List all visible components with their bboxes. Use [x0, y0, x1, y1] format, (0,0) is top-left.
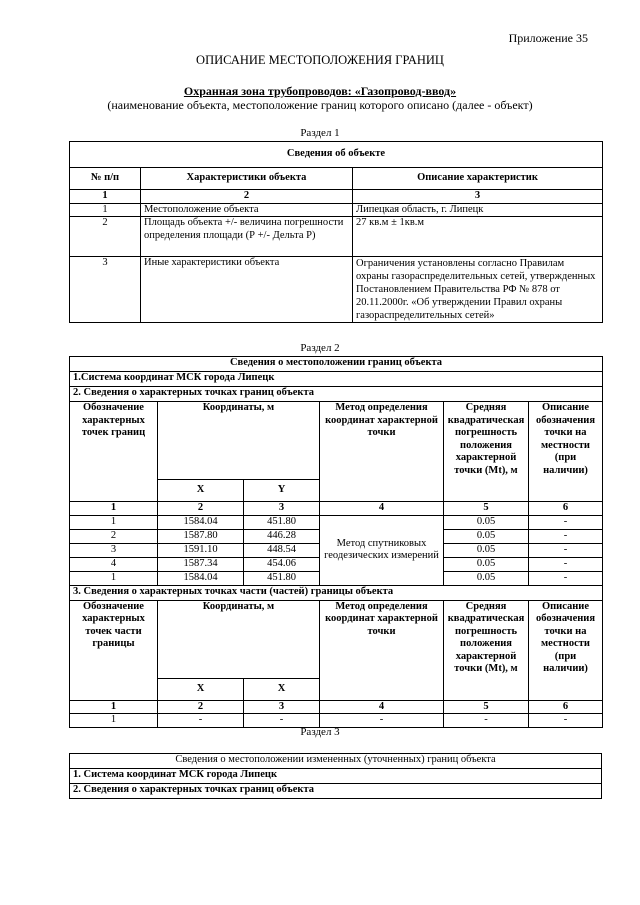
points-caption: 2. Сведения о характерных точках границ объекта: [70, 387, 603, 402]
table-row: [70, 714, 603, 728]
point-x: -: [158, 714, 244, 728]
point-description: -: [529, 543, 603, 557]
section3-label: Раздел 3: [300, 726, 340, 738]
point-x: 1587.34: [158, 557, 244, 571]
row-description: Липецкая область, г. Липецк: [353, 203, 603, 217]
header-coordinates: Координаты, м: [158, 402, 320, 480]
header-point: Обозначение характерных точек границ: [70, 402, 158, 502]
section1-caption: Сведения об объекте: [70, 142, 603, 168]
section1-label: Раздел 1: [300, 127, 340, 139]
object-note: (наименование объекта, местоположение границ которого описано (далее - объект): [107, 98, 533, 112]
point-y: -: [244, 714, 320, 728]
column-number: 1: [70, 502, 158, 516]
point-error: 0.05: [444, 515, 529, 529]
header-point-description: Описание обозначения точки на местности (при наличии): [529, 402, 603, 502]
points-caption: 2. Сведения о характерных точках границ объекта: [70, 784, 602, 799]
header-method: Метод определения координат характерной точки: [320, 402, 444, 502]
header-point-part: Обозначение характерных точек части границы: [70, 600, 158, 700]
column-number: 2: [141, 190, 353, 204]
header-x: X: [158, 480, 244, 502]
column-number: 6: [529, 700, 603, 714]
column-number: 1: [70, 700, 158, 714]
measurement-method: Метод спутниковых геодезических измерений: [320, 515, 444, 585]
header-error: Средняя квадратическая погрешность положения характерной точки (Mt), м: [444, 402, 529, 502]
header-description: Описание характеристик: [353, 168, 603, 190]
point-error: 0.05: [444, 543, 529, 557]
row-description: Ограничения установлены согласно Правилам охраны газораспределительных сетей, утвержденных Постановлением Правительства РФ № 878 от 20.11.2000г. «Об утверждении Правил охраны газораспределительных сетей»: [353, 257, 603, 323]
column-number: 1: [70, 190, 141, 204]
row-characteristic: Иные характеристики объекта: [141, 257, 353, 323]
column-number: 5: [444, 502, 529, 516]
section2-table: [69, 356, 603, 728]
section2-label: Раздел 2: [300, 342, 340, 354]
point-y: 451.80: [244, 571, 320, 585]
column-number: 2: [158, 502, 244, 516]
section2-caption: Сведения о местоположении границ объекта: [70, 357, 603, 372]
table-row: [70, 203, 603, 217]
header-point-description: Описание обозначения точки на местности (при наличии): [529, 600, 603, 700]
table-row: [70, 515, 603, 529]
point-error: 0.05: [444, 557, 529, 571]
point-number: 4: [70, 557, 158, 571]
header-x: X: [158, 678, 244, 700]
point-number: 1: [70, 571, 158, 585]
point-description: -: [529, 571, 603, 585]
annex-label: Приложение 35: [508, 31, 588, 45]
point-method: -: [320, 714, 444, 728]
point-y: 454.06: [244, 557, 320, 571]
column-number: 6: [529, 502, 603, 516]
point-y: 448.54: [244, 543, 320, 557]
point-x: 1591.10: [158, 543, 244, 557]
header-y: Y: [244, 480, 320, 502]
coordinate-system: 1. Система координат МСК города Липецк: [70, 769, 602, 784]
point-number: 1: [70, 515, 158, 529]
header-y: X: [244, 678, 320, 700]
section3-table: [69, 753, 602, 799]
table-row: [70, 257, 603, 323]
table-row: [70, 217, 603, 257]
point-error: 0.05: [444, 571, 529, 585]
coordinate-system: 1.Система координат МСК города Липецк: [70, 372, 603, 387]
row-number: 1: [70, 203, 141, 217]
header-number: № п/п: [70, 168, 141, 190]
point-number: 2: [70, 529, 158, 543]
row-characteristic: Местоположение объекта: [141, 203, 353, 217]
point-x: 1587.80: [158, 529, 244, 543]
row-number: 3: [70, 257, 141, 323]
point-description: -: [529, 529, 603, 543]
point-description: -: [529, 515, 603, 529]
point-description: -: [529, 714, 603, 728]
point-y: 451.80: [244, 515, 320, 529]
column-number: 4: [320, 700, 444, 714]
point-number: 1: [70, 714, 158, 728]
row-description: 27 кв.м ± 1кв.м: [353, 217, 603, 257]
header-method: Метод определения координат характерной точки: [320, 600, 444, 700]
column-number: 5: [444, 700, 529, 714]
section1-table: [69, 141, 603, 323]
row-number: 2: [70, 217, 141, 257]
section3-caption: Сведения о местоположении измененных (уточненных) границ объекта: [70, 754, 602, 769]
column-number: 3: [353, 190, 603, 204]
header-coordinates: Координаты, м: [158, 600, 320, 678]
object-name: Охранная зона трубопроводов: «Газопровод-ввод»: [183, 84, 457, 98]
column-number: 2: [158, 700, 244, 714]
point-error: -: [444, 714, 529, 728]
column-number: 4: [320, 502, 444, 516]
row-characteristic: Площадь объекта +/- величина погрешности определения площади (Р +/- Дельта Р): [141, 217, 353, 257]
point-description: -: [529, 557, 603, 571]
point-number: 3: [70, 543, 158, 557]
point-y: 446.28: [244, 529, 320, 543]
column-number: 3: [244, 502, 320, 516]
header-characteristics: Характеристики объекта: [141, 168, 353, 190]
point-x: 1584.04: [158, 571, 244, 585]
document-title: ОПИСАНИЕ МЕСТОПОЛОЖЕНИЯ ГРАНИЦ: [196, 53, 444, 67]
header-error: Средняя квадратическая погрешность положения характерной точки (Mt), м: [444, 600, 529, 700]
column-number: 3: [244, 700, 320, 714]
point-x: 1584.04: [158, 515, 244, 529]
parts-caption: 3. Сведения о характерных точках части (частей) границы объекта: [70, 585, 603, 600]
point-error: 0.05: [444, 529, 529, 543]
